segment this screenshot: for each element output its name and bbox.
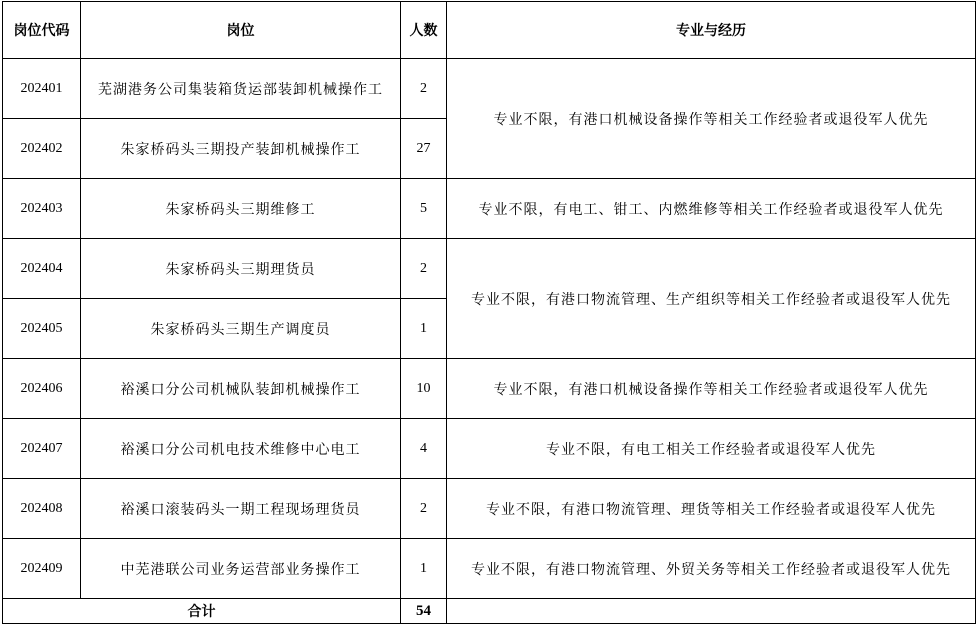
cell-requirement: 专业不限，有电工相关工作经验者或退役军人优先 <box>447 419 976 479</box>
table-row <box>3 59 976 119</box>
cell-post: 朱家桥码头三期投产装卸机械操作工 <box>81 119 401 179</box>
cell-count: 5 <box>401 179 447 239</box>
cell-post: 朱家桥码头三期生产调度员 <box>81 299 401 359</box>
cell-post: 朱家桥码头三期理货员 <box>81 239 401 299</box>
cell-count: 2 <box>401 479 447 539</box>
cell-post: 裕溪口滚装码头一期工程现场理货员 <box>81 479 401 539</box>
cell-count: 4 <box>401 419 447 479</box>
cell-post: 芜湖港务公司集装箱货运部装卸机械操作工 <box>81 59 401 119</box>
cell-code: 202406 <box>3 359 81 419</box>
total-row <box>3 599 976 624</box>
table-row <box>3 479 976 539</box>
recruitment-table <box>2 1 976 624</box>
table-row <box>3 419 976 479</box>
cell-requirement: 专业不限，有港口物流管理、理货等相关工作经验者或退役军人优先 <box>447 479 976 539</box>
cell-post: 中芜港联公司业务运营部业务操作工 <box>81 539 401 599</box>
total-empty-cell <box>447 599 976 624</box>
header-row <box>3 2 976 59</box>
cell-requirement: 专业不限，有港口机械设备操作等相关工作经验者或退役军人优先 <box>447 359 976 419</box>
cell-code: 202408 <box>3 479 81 539</box>
table-row <box>3 359 976 419</box>
header-code: 岗位代码 <box>3 2 81 59</box>
cell-code: 202409 <box>3 539 81 599</box>
header-requirement: 专业与经历 <box>447 2 976 59</box>
cell-code: 202405 <box>3 299 81 359</box>
cell-count: 1 <box>401 539 447 599</box>
total-label: 合计 <box>3 599 401 624</box>
cell-count: 2 <box>401 239 447 299</box>
cell-code: 202401 <box>3 59 81 119</box>
cell-code: 202403 <box>3 179 81 239</box>
cell-post: 裕溪口分公司机械队装卸机械操作工 <box>81 359 401 419</box>
cell-count: 2 <box>401 59 447 119</box>
cell-code: 202404 <box>3 239 81 299</box>
cell-count: 1 <box>401 299 447 359</box>
header-count: 人数 <box>401 2 447 59</box>
cell-requirement: 专业不限，有港口物流管理、外贸关务等相关工作经验者或退役军人优先 <box>447 539 976 599</box>
table-row <box>3 539 976 599</box>
table-row <box>3 179 976 239</box>
cell-requirement: 专业不限，有港口机械设备操作等相关工作经验者或退役军人优先 <box>447 59 976 179</box>
header-post: 岗位 <box>81 2 401 59</box>
cell-count: 10 <box>401 359 447 419</box>
cell-post: 裕溪口分公司机电技术维修中心电工 <box>81 419 401 479</box>
cell-count: 27 <box>401 119 447 179</box>
cell-requirement: 专业不限，有电工、钳工、内燃维修等相关工作经验者或退役军人优先 <box>447 179 976 239</box>
total-count: 54 <box>401 599 447 624</box>
cell-post: 朱家桥码头三期维修工 <box>81 179 401 239</box>
cell-code: 202402 <box>3 119 81 179</box>
cell-requirement: 专业不限，有港口物流管理、生产组织等相关工作经验者或退役军人优先 <box>447 239 976 359</box>
table-row <box>3 239 976 299</box>
cell-code: 202407 <box>3 419 81 479</box>
